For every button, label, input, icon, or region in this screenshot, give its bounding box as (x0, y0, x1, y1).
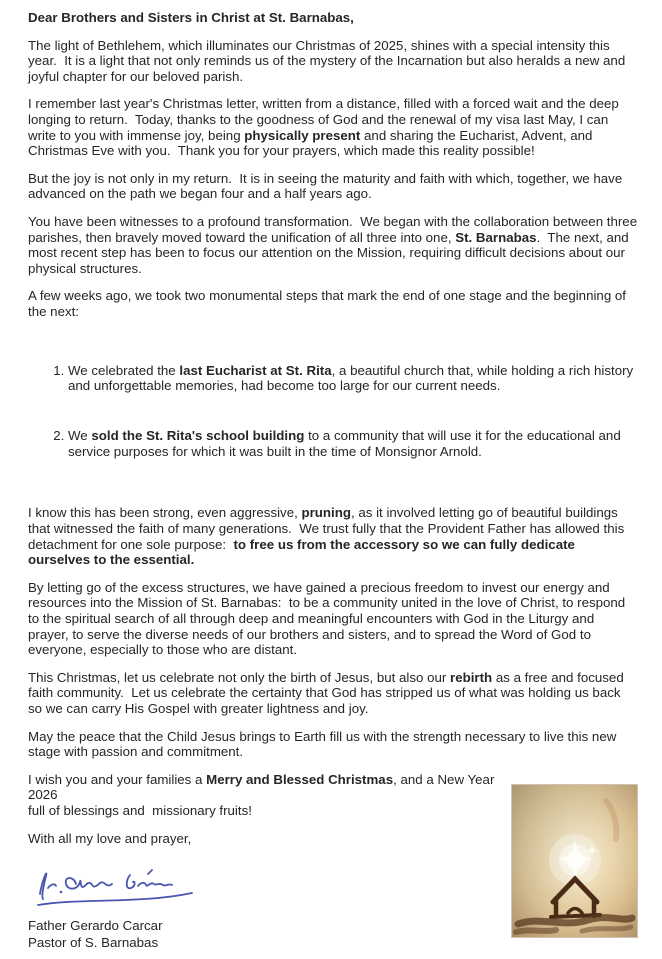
signature-underline (38, 893, 192, 905)
signed-name: Father Gerardo Carcar (28, 918, 163, 934)
bold-st-barnabas: St. Barnabas (455, 229, 537, 245)
paragraph-joy: But the joy is not only in my return. It is in seeing the maturity and faith with which, together, we have advanced on the path we began four and a half years ago. (28, 170, 626, 202)
bold-last-eucharist: last Eucharist at St. Rita (179, 362, 332, 378)
paragraph-peace: May the peace that the Child Jesus brings to Earth fill us with the strength necessary to live this new stage with passion and commitment. (28, 728, 621, 760)
paragraph-monumental-steps: A few weeks ago, we took two monumental steps that mark the end of one stage and the beginning of the next: (28, 288, 630, 319)
paragraph-rebirth (28, 670, 638, 717)
text-run: I wish you and your families a (28, 771, 207, 787)
text-run: . The next, and most recent step has been to focus our attention on the Mission, requiring difficult decisions about our physical structures. (28, 229, 633, 276)
paragraph-bethlehem-light: The light of Bethlehem, which illuminates our Christmas of 2025, shines with a special intensity this year. It is a light that not only reminds us of the mystery of the Incarnation but also heralds a new and joyful chapter for our beloved parish. (28, 37, 629, 84)
nativity-watercolor-image (511, 784, 638, 938)
bold-pruning: pruning (301, 505, 351, 521)
text-run: as a free and focused faith community. Let us celebrate the certainty that God has stripped us of what was holding us back so we can carry His Gospel with greater lightness and joy. (28, 669, 628, 716)
signature-ink (30, 860, 205, 912)
text-run: We (68, 428, 92, 444)
signature-stroke (66, 878, 112, 889)
text-run: I know this has been strong, even aggressive, (28, 505, 302, 521)
monumental-steps-list (28, 332, 638, 494)
bold-free-us: to free us from the accessory so we can fully dedicate ourselves to the essential. (28, 536, 579, 568)
text-run: You have been witnesses to a profound transformation. We began with the collaboration between three parishes, then bravely moved toward the unification of all three into one, (28, 213, 641, 245)
paragraph-return (28, 96, 638, 158)
signed-title: Pastor of S. Barnabas (28, 934, 159, 950)
bold-merry-christmas: Merry and Blessed Christmas (206, 771, 394, 787)
signature-stroke (127, 875, 135, 888)
text-run: and sharing the Eucharist, Advent, and Christmas Eve with you. Thank you for your prayers, which made this reality possible! (28, 127, 597, 159)
text-run: , a beautiful church that, while holding a rich history and unforgettable memories, had become too large for our current needs. (68, 362, 637, 394)
text-run: , as it involved letting go of beautiful buildings that witnessed the faith of many generations. We trust fully that the Provident Father has allowed this detachment for one sole purpose: (28, 505, 628, 552)
bold-school-building: sold the St. Rita's school building (91, 428, 305, 444)
list-item-last-eucharist (68, 363, 638, 394)
text-run: This Christmas, let us celebrate not only the birth of Jesus, but also our (28, 669, 451, 685)
text-run: , and a New Year 2026 (28, 771, 499, 803)
text-run: to a community that will use it for the educational and service purposes for which it was built in the time of Monsignor Arnold. (68, 428, 625, 459)
bold-rebirth: rebirth (450, 669, 493, 685)
bold-physically-present: physically present (244, 127, 361, 143)
text-run: full of blessings and missionary fruits! (28, 802, 252, 818)
signature-stroke (138, 883, 172, 886)
signature-stroke (40, 874, 46, 900)
text-run: We celebrated the (68, 362, 180, 378)
nativity-star-illustration (512, 785, 637, 937)
paragraph-mission: By letting go of the excess structures, we have gained a precious freedom to invest our energy and resources into the Mission of St. Barnabas: to be a community united in the love of Christ, to respond to the spiritual search of all through deep and meaningful encounters with God in the Liturgy and prayer, to serve the diverse needs of our brothers and sisters, and to spread the Word of God to everyone, especially to those who are distant. (28, 579, 629, 658)
signature-stroke (48, 884, 56, 888)
list-item-school-sold (68, 428, 638, 459)
paragraph-pruning (28, 505, 638, 567)
closing-line: With all my love and prayer, (28, 830, 192, 846)
salutation: Dear Brothers and Sisters in Christ at St. Barnabas, (28, 10, 354, 25)
signature-dot (60, 891, 63, 894)
paragraph-transformation (28, 213, 641, 276)
text-run: I remember last year's Christmas letter, written from a distance, filled with a forced wait and the deep longing to return. Today, thanks to the goodness of God and the renewal of my visa last May, I can write to you with immense joy, being (28, 96, 623, 143)
signature-accent (148, 870, 152, 874)
